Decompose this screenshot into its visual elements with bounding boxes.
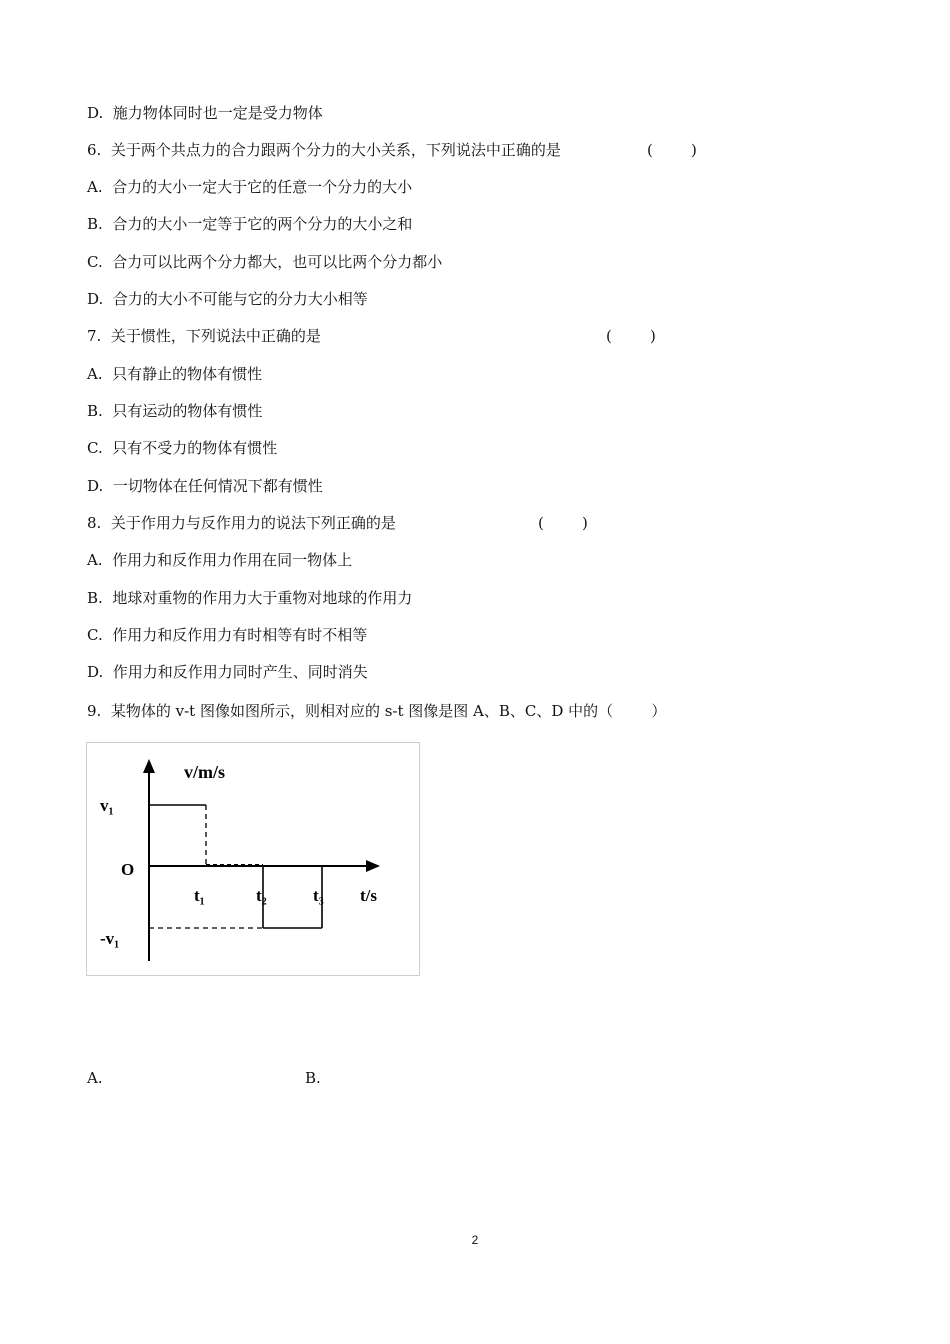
- vt-graph-figure: [86, 742, 420, 976]
- t-axis-label: t/s: [360, 886, 377, 905]
- option-8a: A. 作用力和反作用力作用在同一物体上: [87, 551, 353, 569]
- option-6b: B. 合力的大小一定等于它的两个分力的大小之和: [87, 215, 413, 233]
- option-6c: C. 合力可以比两个分力都大，也可以比两个分力都小: [87, 253, 443, 271]
- option-8b: B. 地球对重物的作用力大于重物对地球的作用力: [87, 589, 413, 607]
- page-number: 2: [471, 1233, 479, 1247]
- option-8d: D. 作用力和反作用力同时产生、同时消失: [87, 663, 368, 681]
- option-5d: D. 施力物体同时也一定是受力物体: [87, 104, 323, 122]
- t1-label: t₁: [194, 886, 205, 905]
- y-axis-label: v/m/s: [184, 762, 226, 782]
- question-6: 6. 关于两个共点力的合力跟两个分力的大小关系，下列说法中正确的是: [87, 141, 561, 159]
- t3-label: t₃: [313, 886, 324, 905]
- question-9: 9. 某物体的 v-t 图像如图所示，则相对应的 s-t 图像是图 A、B、C、D 中的（ ）: [87, 702, 667, 720]
- answer-blank-7: ( ): [606, 327, 656, 345]
- option-7c: C. 只有不受力的物体有惯性: [87, 439, 278, 457]
- v-axis-arrow: [143, 759, 155, 773]
- choice-b-label: B.: [305, 1069, 321, 1087]
- answer-blank-8: ( ): [538, 514, 588, 532]
- option-8c: C. 作用力和反作用力有时相等有时不相等: [87, 626, 368, 644]
- t2-label: t₂: [256, 886, 267, 905]
- neg-v1-label: -v₁: [100, 929, 120, 948]
- origin-label: O: [121, 860, 135, 879]
- option-6d: D. 合力的大小不可能与它的分力大小相等: [87, 290, 368, 308]
- option-7b: B. 只有运动的物体有惯性: [87, 402, 263, 420]
- question-7: 7. 关于惯性，下列说法中正确的是: [87, 327, 321, 345]
- option-7a: A. 只有静止的物体有惯性: [87, 365, 263, 383]
- v1-label: v₁: [100, 796, 114, 815]
- answer-blank-6: ( ): [647, 141, 697, 159]
- vt-graph: [87, 743, 419, 975]
- choice-a-label: A.: [87, 1069, 103, 1087]
- option-7d: D. 一切物体在任何情况下都有惯性: [87, 477, 323, 495]
- question-8: 8. 关于作用力与反作用力的说法下列正确的是: [87, 514, 396, 532]
- option-6a: A. 合力的大小一定大于它的任意一个分力的大小: [87, 178, 413, 196]
- t-axis-arrow: [366, 860, 380, 872]
